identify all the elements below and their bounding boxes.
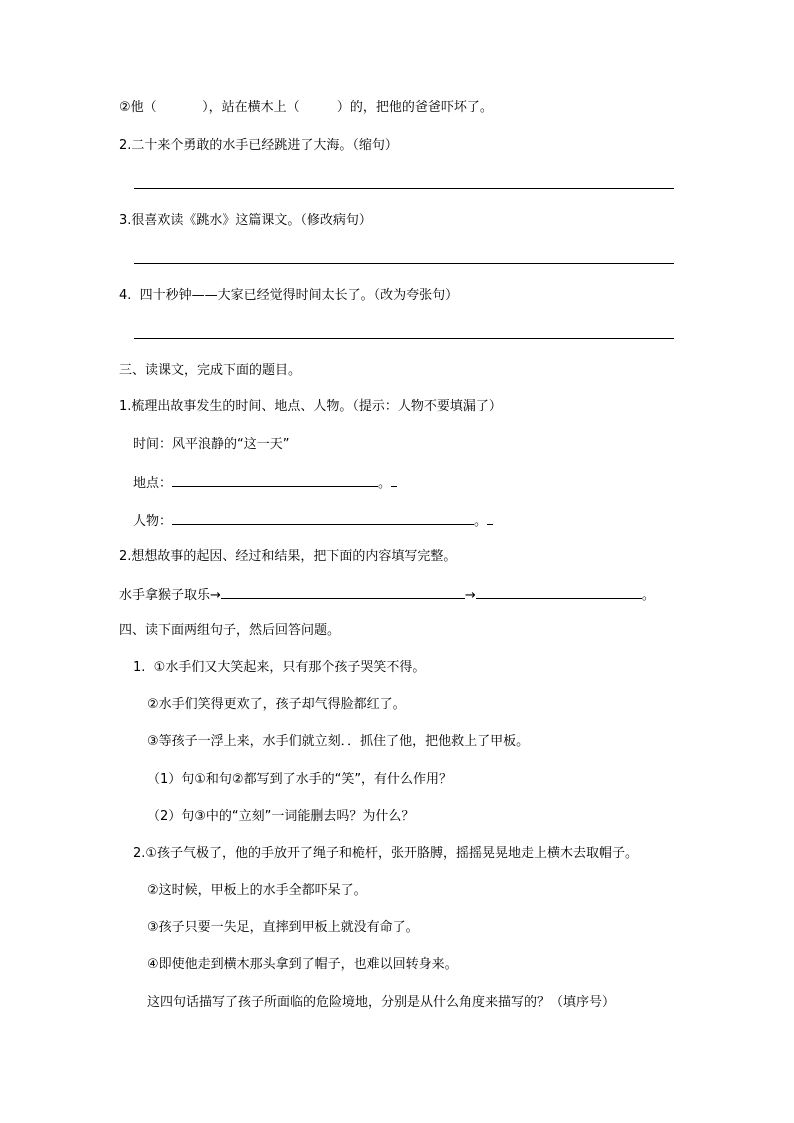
place-end-underline <box>391 473 397 487</box>
section3-heading: 三、读课文，完成下面的题目。 <box>119 363 302 378</box>
q3-answer-line[interactable] <box>134 263 674 264</box>
group2-sentence-1: 2.①孩子气极了，他的手放开了绳子和桅杆，张开胳膊，摇摇晃晃地走上横木去取帽子。 <box>133 846 639 861</box>
q1-item2-line <box>119 99 493 117</box>
people-answer-blank[interactable] <box>172 511 474 525</box>
group2-question: 这四句话描写了孩子所面临的危险境地，分别是从什么角度来描写的？（填序号） <box>147 995 616 1010</box>
q1-item2-prefix: ②他（ <box>119 100 157 115</box>
q4-text: 4. 四十秒钟——大家已经觉得时间太长了。（改为夸张句） <box>119 288 459 303</box>
flow-line <box>119 585 655 605</box>
q1-item2-blank-b[interactable] <box>300 100 337 115</box>
flow-arrow: → <box>464 588 476 603</box>
place-end: 。 <box>378 476 392 491</box>
flow-end: 。 <box>641 588 655 603</box>
q1-item2-blank-a[interactable] <box>157 100 202 115</box>
time-label: 时间：风平浪静的“这一天” <box>133 437 290 452</box>
q2-text: 2.二十来个勇敢的水手已经跳进了大海。（缩句） <box>119 138 398 153</box>
q2-answer-line[interactable] <box>134 188 674 189</box>
q3-text: 3.很喜欢读《跳水》这篇课文。（修改病句） <box>119 213 372 228</box>
flow-blank-1[interactable] <box>221 585 465 599</box>
flow-blank-2[interactable] <box>476 585 642 599</box>
section3-q1: 1.梳理出故事发生的时间、地点、人物。（提示：人物不要填漏了） <box>119 399 502 414</box>
group1-sentence-2: ②水手们笑得更欢了，孩子却气得脸都红了。 <box>147 697 406 712</box>
q1-item2-middle: ），站在横木上（ <box>202 100 300 115</box>
group2-sentence-4: ④即使他走到横木那头拿到了帽子，也难以回转身来。 <box>147 957 458 972</box>
people-end-underline <box>487 511 493 525</box>
q4-answer-line[interactable] <box>134 338 674 339</box>
group1-sentence-3: ③等孩子一浮上来，水手们就立刻．．抓住了他，把他救上了甲板。 <box>147 734 530 749</box>
place-label: 地点： <box>133 476 173 491</box>
section4-heading: 四、读下面两组句子，然后回答问题。 <box>119 623 341 638</box>
group1-question-1: （1）句①和句②都写到了水手的“笑”，有什么作用？ <box>147 772 453 787</box>
q1-item2-suffix: ）的，把他的爸爸吓坏了。 <box>336 100 493 115</box>
group1-sentence-1: 1. ①水手们又大笑起来，只有那个孩子哭笑不得。 <box>133 660 426 675</box>
people-line <box>133 511 493 531</box>
people-label: 人物： <box>133 514 173 529</box>
place-line <box>133 473 397 493</box>
group2-sentence-2: ②这时候，甲板上的水手全都吓呆了。 <box>147 883 367 898</box>
section3-q2: 2.想想故事的起因、经过和结果，把下面的内容填写完整。 <box>119 549 457 564</box>
flow-start: 水手拿猴子取乐→ <box>119 588 221 603</box>
group2-sentence-3: ③孩子只要一失足，直摔到甲板上就没有命了。 <box>147 920 419 935</box>
people-end: 。 <box>474 514 488 529</box>
place-answer-blank[interactable] <box>172 473 378 487</box>
group1-question-2: （2）句③中的“立刻”一词能删去吗？为什么？ <box>147 809 415 824</box>
